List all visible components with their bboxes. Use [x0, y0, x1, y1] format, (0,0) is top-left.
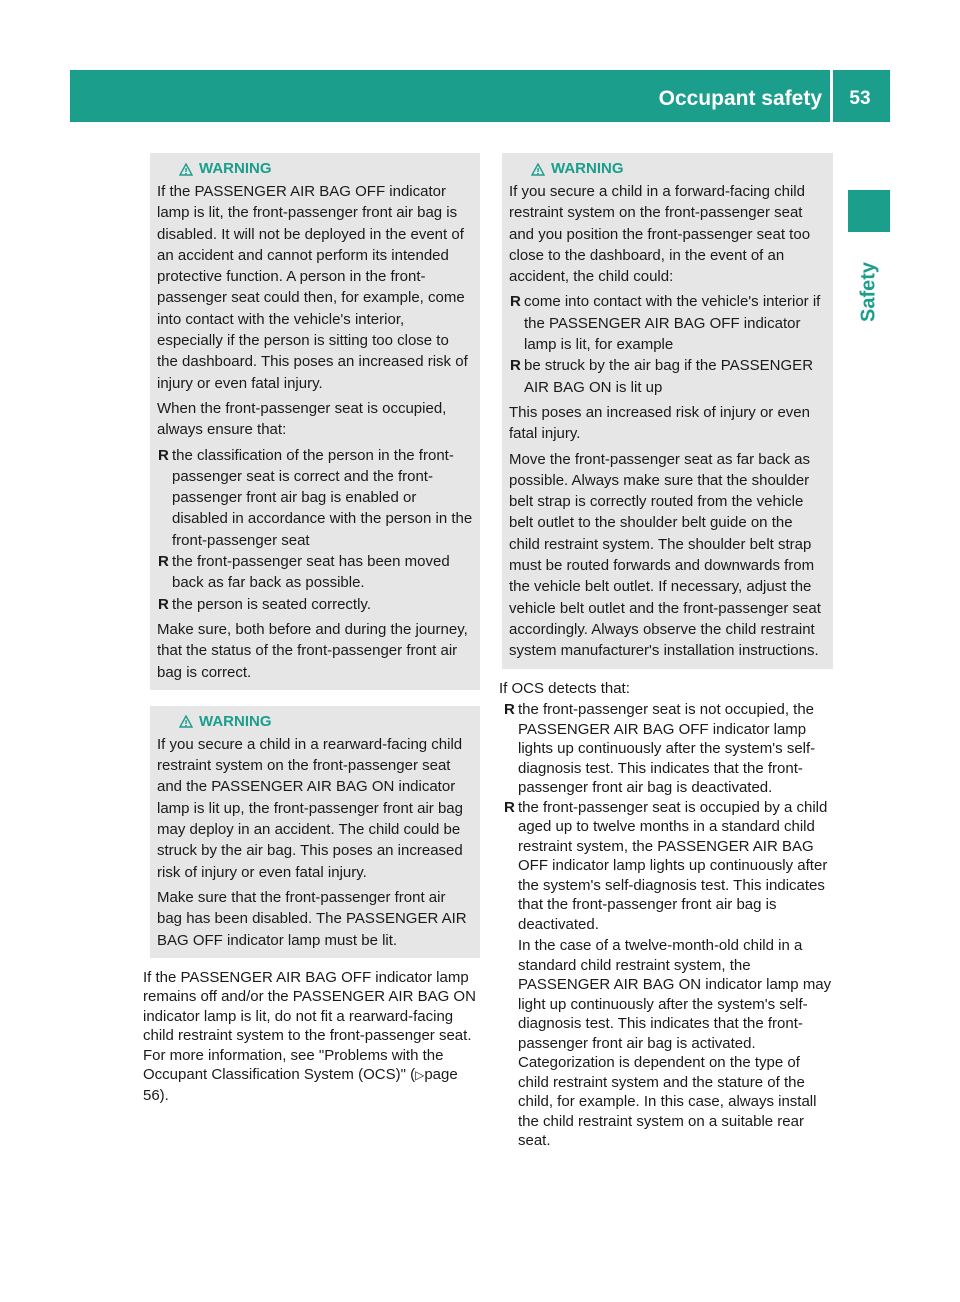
- warning-text: This poses an increased risk of injury or even fatal injury.: [509, 403, 810, 443]
- warning-text: If you secure a child in a forward-facing child restraint system on the front-passenger seat and you position the front-passenger seat too close to the dashboard, in the event of an accident, the child could:: [509, 183, 811, 286]
- left-column: [143, 153, 480, 1109]
- list-item: R come into contact with the vehicle's interior if the PASSENGER AIR BAG OFF indicator lamp is lit, for example: [510, 293, 821, 354]
- warning-box-3: [502, 153, 833, 669]
- warning-text: If you secure a child in a rearward-facing child restraint system on the front-passenger seat and the PASSENGER AIR BAG ON indicator lamp is lit up, the front-passenger front air bag may deploy in an accident. The child could be struck by the air bag. This poses an increased risk of injury or even fatal injury.: [157, 735, 463, 881]
- warning-text: When the front-passenger seat is occupied, always ensure that:: [157, 399, 447, 439]
- bullet-icon: R: [504, 701, 515, 719]
- warning-box-2: [150, 706, 480, 958]
- warning-text: Make sure, both before and during the journey, that the status of the front-passenger front air bag is correct.: [157, 620, 468, 681]
- list-item: R be struck by the air bag if the PASSENGER AIR BAG ON is lit up: [510, 357, 814, 396]
- header-divider: [830, 70, 833, 122]
- bullet-icon: R: [510, 357, 521, 375]
- list-item: R the classification of the person in the front-passenger seat is correct and the front-passenger front air bag is enabled or disabled in accordance with the person in the front-passenger seat: [158, 446, 473, 549]
- side-tab-label: Safety: [857, 261, 880, 323]
- warning-label: WARNING: [199, 160, 272, 178]
- warning-label: WARNING: [551, 160, 624, 178]
- bullet-icon: R: [510, 293, 521, 311]
- warning-text: If the PASSENGER AIR BAG OFF indicator lamp is lit, the front-passenger front air bag is disabled. It will not be deployed in the event of an accident and cannot perform its intended protective function. A person in the front-passenger seat could then, for example, come into contact with the vehicle's interior, especially if the person is sitting too close to the dashboard. This poses an increased risk of injury or even fatal injury.: [157, 183, 468, 392]
- ocs-section: [499, 679, 833, 1151]
- bullet-icon: R: [158, 446, 169, 464]
- bullet-icon: R: [504, 798, 515, 816]
- bullet-icon: R: [158, 595, 169, 613]
- ocs-extra-text: In the case of a twelve-month-old child in a standard child restraint system, the PASSENGER AIR BAG ON indicator lamp may light up continuously after the system's self-diagnosis test. This indicates that the front-passenger front air bag is activated. Categorization is dependent on the type of child restraint system and the stature of the child, for example. In this case, always install the child restraint system on a suitable rear seat.: [518, 937, 832, 1150]
- side-tab-marker: [848, 190, 890, 232]
- bullet-list: [509, 291, 826, 397]
- body-paragraph: If the PASSENGER AIR BAG OFF indicator lamp remains off and/or the PASSENGER AIR BAG ON indicator lamp is lit, do not fit a rearward-facing child restraint system to the front-passenger seat. For more information, see "Problems with the Occupant Classification System (OCS)" (▷page 56).: [143, 968, 476, 1104]
- list-item: R the person is seated correctly.: [157, 594, 473, 615]
- warning-label: WARNING: [199, 713, 272, 731]
- ocs-bullet-list: [503, 700, 833, 1151]
- right-column: [499, 153, 833, 1155]
- warning-heading: [157, 157, 473, 181]
- warning-triangle-icon: [179, 715, 193, 728]
- warning-text: Move the front-passenger seat as far back as possible. Always make sure that the shoulder belt strap is correctly routed from the vehicle belt outlet to the shoulder belt guide on the child restraint system. The shoulder belt strap must be routed forwards and downwards from the vehicle belt outlet. If necessary, adjust the vehicle belt outlet and the front-passenger seat accordingly. Always observe the child restraint system manufacturer's installation instructions.: [509, 450, 821, 660]
- page-number: 53: [849, 88, 871, 109]
- list-item: R the front-passenger seat has been moved back as far back as possible.: [158, 553, 450, 592]
- section-title: Occupant safety: [658, 87, 822, 110]
- ocs-intro: If OCS detects that:: [499, 679, 630, 697]
- warning-triangle-icon: [531, 163, 545, 176]
- warning-triangle-icon: [179, 163, 193, 176]
- warning-box-1: [150, 153, 480, 690]
- arrow-right-icon: ▷: [415, 1068, 425, 1083]
- page-reference-link[interactable]: page 56).: [143, 1066, 458, 1104]
- list-item: R the front-passenger seat is not occupied, the PASSENGER AIR BAG OFF indicator lamp lights up continuously after the system's self-diagnosis test. This indicates that the front-passenger front air bag is deactivated.: [504, 701, 816, 797]
- warning-heading: [509, 157, 826, 181]
- warning-text: Make sure that the front-passenger front air bag has been disabled. The PASSENGER AIR BAG OFF indicator lamp must be lit.: [157, 888, 467, 949]
- warning-heading: [157, 710, 473, 734]
- bullet-icon: R: [158, 553, 169, 571]
- list-item: R the front-passenger seat is occupied by a child aged up to twelve months in a standard child restraint system, the PASSENGER AIR BAG OFF indicator lamp lights up continuously after the system's self-diagnosis test. This indicates that the front-passenger front air bag is deactivated. In the case of a twelve-month-old child in a standard child restraint system, the PASSENGER AIR BAG ON indicator lamp may light up continuously after the system's self-diagnosis test. This indicates that the front-passenger front air bag is activated. Categorization is dependent on the type of child restraint system and the stature of the child, for example. In this case, always install the child restraint system on a suitable rear seat.: [504, 798, 832, 1150]
- bullet-list: [157, 445, 473, 615]
